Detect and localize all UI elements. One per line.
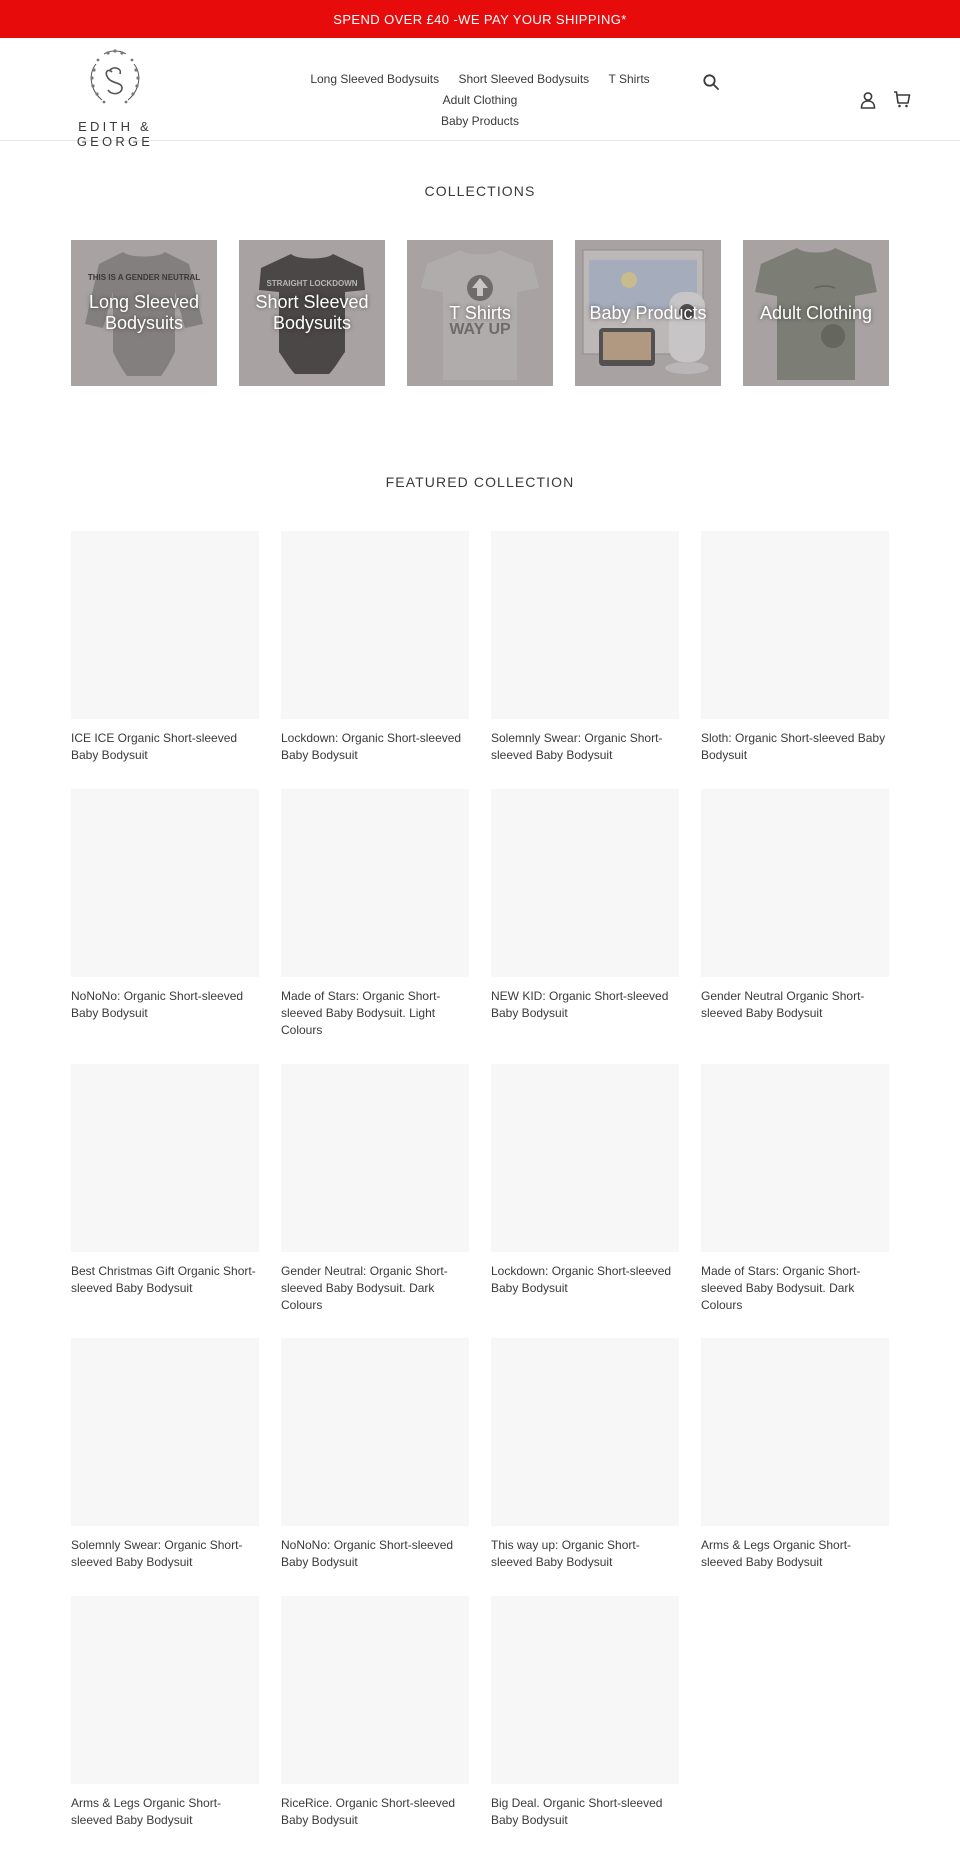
product-title: Gender Neutral: Organic Short-sleeved Baby Bodysuit. Dark Colours — [281, 1264, 448, 1312]
product-image-placeholder — [281, 789, 469, 977]
product-title: Made of Stars: Organic Short-sleeved Baby Bodysuit. Light Colours — [281, 989, 441, 1037]
collection-long-sleeved-bodysuits[interactable] — [71, 240, 217, 386]
product-title: Best Christmas Gift Organic Short-sleeved Baby Bodysuit — [71, 1264, 256, 1295]
product-title: Lockdown: Organic Short-sleeved Baby Bodysuit — [281, 731, 462, 762]
product-card[interactable] — [491, 1338, 679, 1571]
announcement-text: SPEND OVER £40 -WE PAY YOUR SHIPPING* — [333, 11, 627, 27]
product-image-placeholder — [281, 531, 469, 719]
product-title: Sloth: Organic Short-sleeved Baby Bodysuit — [701, 731, 886, 762]
t-shirt-print: WAY UP — [449, 321, 511, 338]
collections-heading: COLLECTIONS — [424, 183, 536, 199]
product-image-placeholder — [281, 1338, 469, 1526]
product-title: RiceRice. Organic Short-sleeved Baby Bodysuit — [281, 1796, 456, 1827]
product-card[interactable] — [71, 531, 259, 764]
collection-label: Short Sleeved Bodysuits — [255, 292, 369, 333]
collection-label: Baby Products — [589, 302, 707, 323]
product-image-placeholder — [701, 531, 889, 719]
product-title: Arms & Legs Organic Short-sleeved Baby Bodysuit — [71, 1796, 222, 1827]
product-image-placeholder — [71, 1596, 259, 1784]
product-image-placeholder — [701, 1338, 889, 1526]
product-card[interactable] — [281, 1064, 469, 1314]
product-image-placeholder — [701, 1064, 889, 1252]
product-card[interactable] — [281, 789, 469, 1039]
product-title: ICE ICE Organic Short-sleeved Baby Bodysuit — [71, 731, 238, 762]
product-title: NoNoNo: Organic Short-sleeved Baby Bodysuit — [71, 989, 244, 1020]
nav-t-shirts[interactable]: T Shirts — [608, 72, 650, 86]
logo-wreath-icon — [38, 48, 192, 112]
announcement-bar — [0, 0, 960, 38]
nav-long-sleeved-bodysuits[interactable]: Long Sleeved Bodysuits — [310, 72, 440, 86]
long-sleeve-print: THIS IS A GENDER NEUTRAL — [87, 273, 201, 282]
product-card[interactable] — [701, 1064, 889, 1314]
product-image-placeholder — [71, 1064, 259, 1252]
product-title: Solemnly Swear: Organic Short-sleeved Baby Bodysuit — [71, 1538, 243, 1569]
product-image-placeholder — [71, 531, 259, 719]
account-icon[interactable] — [860, 91, 876, 109]
product-title: Big Deal. Organic Short-sleeved Baby Bodysuit — [491, 1796, 663, 1827]
product-title: Lockdown: Organic Short-sleeved Baby Bodysuit — [491, 1264, 672, 1295]
product-title: This way up: Organic Short-sleeved Baby Bodysuit — [491, 1538, 640, 1569]
product-image-placeholder — [71, 1338, 259, 1526]
collection-baby-products[interactable] — [575, 240, 721, 386]
nav-adult-clothing[interactable]: Adult Clothing — [442, 93, 518, 107]
product-card[interactable] — [701, 531, 889, 764]
nav-baby-products[interactable]: Baby Products — [440, 114, 520, 128]
collection-adult-clothing[interactable] — [743, 240, 889, 386]
product-card[interactable] — [281, 531, 469, 764]
product-title: Gender Neutral Organic Short-sleeved Baby Bodysuit — [701, 989, 865, 1020]
product-image-placeholder — [701, 789, 889, 977]
logo-text: EDITH & GEORGE — [76, 119, 154, 149]
product-title: Solemnly Swear: Organic Short-sleeved Baby Bodysuit — [491, 731, 663, 762]
featured-collection-heading: FEATURED COLLECTION — [385, 474, 575, 490]
collection-short-sleeved-bodysuits[interactable] — [239, 240, 385, 386]
collection-label: T Shirts — [449, 302, 511, 323]
product-image-placeholder — [491, 1064, 679, 1252]
collection-t-shirts[interactable] — [407, 240, 553, 386]
product-card[interactable] — [71, 1064, 259, 1297]
logo[interactable] — [38, 48, 192, 149]
product-image-placeholder — [491, 1338, 679, 1526]
product-card[interactable] — [281, 1596, 469, 1829]
nav-short-sleeved-bodysuits[interactable]: Short Sleeved Bodysuits — [458, 72, 590, 86]
main-nav — [270, 69, 690, 132]
search-icon[interactable] — [702, 73, 720, 91]
site-header — [0, 38, 960, 149]
cart-icon[interactable] — [893, 91, 911, 108]
product-card[interactable] — [491, 789, 679, 1022]
product-card[interactable] — [491, 1064, 679, 1297]
product-card[interactable] — [71, 789, 259, 1022]
product-image-placeholder — [71, 789, 259, 977]
product-title: NEW KID: Organic Short-sleeved Baby Bodysuit — [491, 989, 669, 1020]
product-title: Made of Stars: Organic Short-sleeved Baby Bodysuit. Dark Colours — [701, 1264, 861, 1312]
product-card[interactable] — [701, 789, 889, 1022]
product-card[interactable] — [281, 1338, 469, 1571]
product-card[interactable] — [491, 1596, 679, 1829]
product-image-placeholder — [281, 1064, 469, 1252]
product-card[interactable] — [71, 1338, 259, 1571]
product-image-placeholder — [491, 531, 679, 719]
product-image-placeholder — [491, 789, 679, 977]
collection-label: Long Sleeved Bodysuits — [88, 292, 200, 333]
product-card[interactable] — [701, 1338, 889, 1571]
product-card[interactable] — [71, 1596, 259, 1829]
product-title: Arms & Legs Organic Short-sleeved Baby Bodysuit — [701, 1538, 852, 1569]
product-image-placeholder — [281, 1596, 469, 1784]
collection-label: Adult Clothing — [759, 302, 873, 323]
product-title: NoNoNo: Organic Short-sleeved Baby Bodysuit — [281, 1538, 454, 1569]
product-card[interactable] — [491, 531, 679, 764]
short-sleeve-print: STRAIGHT LOCKDOWN — [266, 279, 358, 288]
product-image-placeholder — [491, 1596, 679, 1784]
